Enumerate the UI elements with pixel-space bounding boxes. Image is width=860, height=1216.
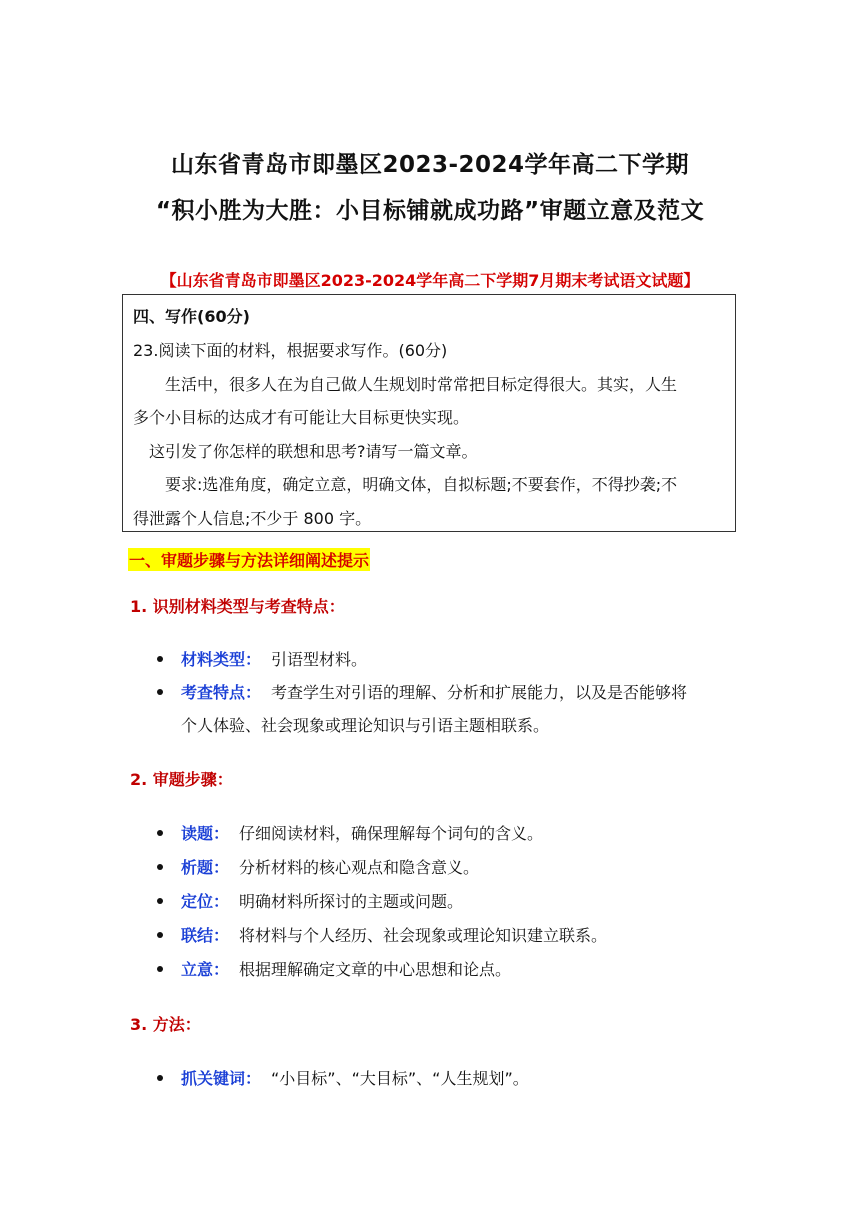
item-text: 引语型材料。 [271, 650, 368, 669]
exam-source-label: 【山东省青岛市即墨区2023-2024学年高二下学期7月期末考试语文试题】 [160, 271, 700, 290]
question-prompt: 这引发了你怎样的联想和思考?请写一篇文章。 [149, 442, 478, 461]
item-term: 材料类型： [181, 650, 262, 669]
item-text: 仔细阅读材料，确保理解每个词句的含义。 [239, 824, 544, 843]
bullet-icon [157, 656, 163, 662]
bullet-icon [157, 932, 163, 938]
item-text: 明确材料所探讨的主题或问题。 [239, 892, 464, 911]
bullet-icon [157, 689, 163, 695]
document-title-line-2: “积小胜为大胜：小目标铺就成功路”审题立意及范文 [155, 198, 705, 224]
item-term: 考查特点： [181, 683, 262, 702]
list-item [157, 957, 511, 980]
question-number-line: 23.阅读下面的材料，根据要求写作。(60分) [133, 341, 448, 360]
item-text: “小目标”、“大目标”、“人生规划”。 [271, 1069, 529, 1088]
subheading-steps: 2. 审题步骤： [130, 770, 233, 789]
requirements-line-1: 要求:选准角度，确定立意，明确文体，自拟标题;不要套作，不得抄袭;不 [165, 475, 678, 494]
bullet-icon [157, 830, 163, 836]
exam-question-box [122, 294, 736, 532]
item-term: 联结： [181, 926, 230, 945]
list-item [157, 889, 463, 912]
material-line-1: 生活中，很多人在为自己做人生规划时常常把目标定得很大。其实，人生 [165, 375, 678, 394]
item-text: 将材料与个人经历、社会现象或理论知识建立联系。 [239, 926, 608, 945]
subheading-material-type: 1. 识别材料类型与考查特点： [130, 597, 345, 616]
question-section-label: 四、写作(60分) [133, 307, 250, 326]
item-term: 抓关键词： [181, 1069, 262, 1088]
subheading-methods: 3. 方法： [130, 1015, 201, 1034]
material-line-2: 多个小目标的达成才有可能让大目标更快实现。 [133, 408, 470, 427]
list-item [157, 647, 367, 670]
requirements-line-2: 得泄露个人信息;不少于 800 字。 [133, 509, 372, 528]
item-text: 根据理解确定文章的中心思想和论点。 [239, 960, 512, 979]
list-item [157, 821, 543, 844]
item-text: 考查学生对引语的理解、分析和扩展能力，以及是否能够将 [271, 683, 688, 702]
document-title-line-1: 山东省青岛市即墨区2023-2024学年高二下学期 [170, 152, 690, 178]
item-text: 分析材料的核心观点和隐含意义。 [239, 858, 480, 877]
item-term: 读题： [181, 824, 230, 843]
item-term: 立意： [181, 960, 230, 979]
list-item [157, 855, 479, 878]
list-item [157, 680, 687, 703]
list-item-continuation: 个人体验、社会现象或理论知识与引语主题相联系。 [181, 716, 550, 735]
bullet-icon [157, 1075, 163, 1081]
bullet-icon [157, 898, 163, 904]
bullet-icon [157, 966, 163, 972]
section-heading-highlighted: 一、审题步骤与方法详细阐述提示 [128, 548, 370, 571]
list-item [157, 1066, 529, 1089]
bullet-icon [157, 864, 163, 870]
item-term: 析题： [181, 858, 230, 877]
list-item [157, 923, 607, 946]
item-term: 定位： [181, 892, 230, 911]
